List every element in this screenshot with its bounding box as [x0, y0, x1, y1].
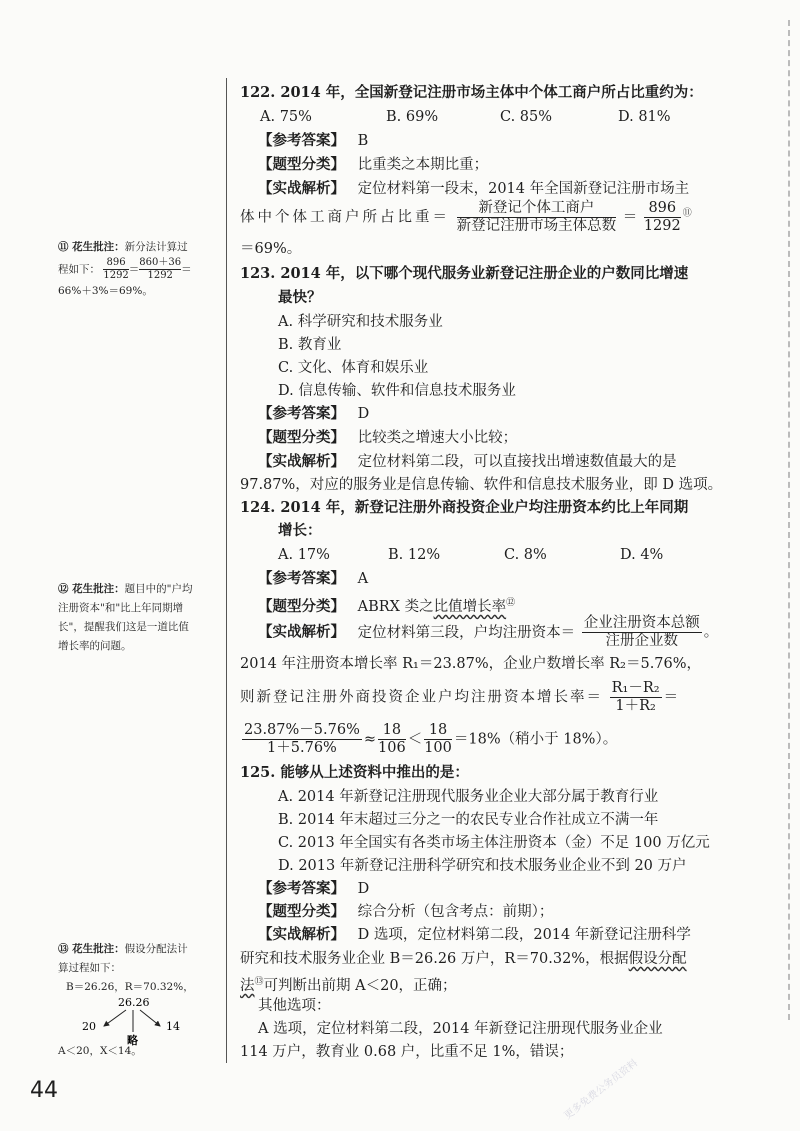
- q123-analysis-2: 97.87%，对应的服务业是信息传输、软件和信息技术服务业，即 D 选项。: [240, 477, 723, 493]
- q124-line-3-text: 则新登记注册外商投资企业户均注册资本增长率＝: [240, 689, 603, 706]
- fraction-denominator: 注册企业数: [605, 633, 678, 649]
- note-text: 66%＋3%＝69%。: [58, 285, 153, 297]
- q124-type-row: [258, 593, 515, 617]
- fraction-numerator: R₁－R₂: [611, 680, 660, 696]
- q124-option-a: A. 17%: [278, 547, 330, 563]
- q125-analysis-row: [258, 925, 691, 945]
- q122-stem: 122. 2014 年，全国新登记注册市场主体中个体工商户所占比重约为：: [240, 84, 703, 101]
- diagram-right: 14: [166, 1020, 180, 1033]
- note-text: 假设分配法计: [124, 943, 188, 955]
- q124-option-b: B. 12%: [388, 547, 441, 563]
- analysis-label: 【实战解析】: [258, 180, 345, 197]
- q123-type: 比较类之增速大小比较；: [357, 430, 518, 446]
- watermark: 更多免费公务员资料: [562, 1057, 641, 1122]
- q123-option-d: D. 信息传输、软件和信息技术服务业: [278, 383, 516, 399]
- page-number: 44: [30, 1078, 58, 1103]
- q122-type: 比重类之本期比重；: [357, 157, 489, 173]
- q124-frac-2: [378, 722, 406, 757]
- equals-sign: ＝: [622, 209, 638, 226]
- fraction-denominator: 1＋5.76%: [267, 740, 337, 756]
- answer-label: 【参考答案】: [258, 880, 345, 897]
- note-text: 程如下：: [58, 263, 100, 276]
- diagram-mid: 略: [127, 1034, 138, 1046]
- type-label: 【题型分类】: [258, 903, 345, 920]
- q125-analysis-2: [240, 949, 687, 969]
- q122-result: ＝69%。: [240, 241, 302, 257]
- q125-option-a: A. 2014 年新登记注册现代服务业企业大部分属于教育行业: [278, 789, 659, 805]
- q124-answer-row: [258, 569, 368, 589]
- q124-frac-3: [424, 722, 452, 757]
- fraction-numerator: 896: [103, 257, 128, 270]
- q123-stem-1: 123. 2014 年，以下哪个现代服务业新登记注册企业的户数同比增速: [240, 265, 689, 282]
- note-text: 算过程如下：: [58, 962, 121, 974]
- q122-formula: [240, 200, 692, 235]
- q124-answer: A: [357, 571, 369, 587]
- fraction-denominator: 106: [378, 740, 406, 756]
- note-text: 长"，提醒我们这是一道比值: [58, 621, 189, 633]
- q125-analysis-3: [240, 972, 457, 996]
- q123-answer: D: [357, 406, 370, 422]
- q122-option-d: D. 81%: [618, 109, 671, 125]
- q125-option-c: C. 2013 年全国实有各类市场主体注册资本（金）不足 100 万亿元: [278, 835, 710, 851]
- note-head: ⑬ 花生批注：: [58, 943, 125, 955]
- q125-analysis-3-text: 可判断出前期 A＜20，正确；: [263, 977, 457, 994]
- q125-wavy-term-end: 法: [240, 977, 255, 994]
- q124-line-3: [240, 680, 678, 715]
- period: 。: [703, 624, 719, 641]
- q124-frac-1: [242, 722, 362, 757]
- note-text: B＝26.26，R＝70.32%，: [66, 981, 194, 993]
- side-note-13: [58, 940, 218, 997]
- fraction-denominator: 1292: [643, 218, 681, 234]
- q125-analysis-4: A 选项，定位材料第二段，2014 年新登记注册现代服务业企业: [258, 1021, 663, 1037]
- q125-other: 其他选项：: [258, 998, 331, 1014]
- q122-fraction: [457, 200, 617, 235]
- q123-option-a: A. 科学研究和技术服务业: [278, 314, 443, 330]
- q124-option-c: C. 8%: [504, 547, 547, 563]
- fraction-numerator: 18: [424, 722, 452, 740]
- fraction-denominator: 1292: [103, 270, 129, 281]
- q122-analysis-1: 定位材料第一段末，2014 年全国新登记注册市场主: [357, 181, 690, 197]
- type-label: 【题型分类】: [258, 597, 345, 615]
- q123-analysis-row: [258, 452, 677, 472]
- q125-analysis-2-text: 研究和技术服务业企业 B＝26.26 万户，R＝70.32%，根据: [240, 951, 629, 967]
- allocation-diagram: [70, 996, 200, 1046]
- binding-edge: [786, 20, 790, 1020]
- answer-label: 【参考答案】: [258, 570, 345, 587]
- q125-analysis-1: D 选项，定位材料第二段，2014 年新登记注册科学: [357, 927, 691, 943]
- note-head: ⑫ 花生批注：: [58, 583, 125, 595]
- q122-answer: B: [357, 133, 369, 149]
- note-text: 增长率的问题。: [58, 640, 132, 652]
- arrow-left: [104, 1010, 126, 1026]
- q124-analysis-row: [258, 615, 718, 650]
- q124-option-d: D. 4%: [620, 547, 664, 563]
- q122-fraction-value: [644, 200, 681, 235]
- q125-wavy-term: 假设分配: [628, 951, 687, 967]
- side-note-13-result: A＜20，X＜14。: [58, 1045, 142, 1057]
- q124-analysis-prefix: 定位材料第三段，户均注册资本＝: [357, 624, 576, 641]
- q122-option-b: B. 69%: [386, 109, 439, 125]
- side-note-11: [58, 238, 192, 301]
- side-note-12: [58, 580, 193, 656]
- analysis-label: 【实战解析】: [258, 453, 345, 470]
- type-label: 【题型分类】: [258, 429, 345, 446]
- q122-answer-row: [258, 131, 368, 151]
- q124-type-wavy: 比值增长率: [433, 598, 507, 615]
- fraction-numerator: 860＋36: [139, 257, 182, 268]
- fraction-denominator: 1292: [147, 270, 173, 281]
- q125-option-d: D. 2013 年新登记注册科学研究和技术服务业企业不到 20 万户: [278, 858, 687, 874]
- diagram-left: 20: [82, 1020, 96, 1033]
- q125-answer: D: [357, 881, 370, 897]
- q125-type-row: [258, 902, 553, 922]
- q122-option-a: A. 75%: [260, 109, 312, 125]
- analysis-label: 【实战解析】: [258, 623, 345, 641]
- q122-analysis-2: 体中个体工商户所占比重＝: [240, 209, 450, 226]
- fraction-numerator: 新登记个体工商户: [457, 200, 617, 218]
- q123-option-c: C. 文化、体育和娱乐业: [278, 360, 429, 376]
- note-fraction: [139, 257, 181, 282]
- footnote-mark: ⑬: [254, 977, 264, 987]
- q122-type-row: [258, 155, 488, 175]
- q122-option-c: C. 85%: [500, 109, 553, 125]
- equals-sign: ＝: [663, 689, 679, 706]
- q125-answer-row: [258, 879, 369, 899]
- fraction-numerator: 18: [378, 722, 406, 740]
- q123-stem-2: 最快？: [278, 289, 322, 306]
- q123-option-b: B. 教育业: [278, 337, 342, 353]
- margin-divider: [226, 78, 227, 1063]
- fraction-numerator: 896: [644, 200, 681, 218]
- q124-stem-1: 124. 2014 年，新登记注册外商投资企业户均注册资本约比上年同期: [240, 499, 689, 516]
- note-head: ⑪ 花生批注：: [58, 241, 125, 253]
- answer-label: 【参考答案】: [258, 132, 345, 149]
- note-text: 注册资本"和"比上年同期增: [58, 602, 184, 614]
- q125-type: 综合分析（包含考点：前期）；: [357, 904, 554, 920]
- footnote-mark: ⑫: [506, 598, 516, 608]
- q125-stem: 125. 能够从上述资料中推出的是：: [240, 764, 469, 781]
- q124-tail: ＝18%（稍小于 18%）。: [453, 731, 618, 748]
- q124-type-prefix: ABRX 类之: [357, 598, 434, 615]
- equals-sign: ＝: [128, 263, 140, 276]
- note-text: 新分法计算过: [124, 241, 188, 253]
- q124-r-fraction: [610, 680, 662, 715]
- note-fraction: [103, 257, 128, 282]
- q124-line-4: [240, 722, 617, 757]
- note-text: 题目中的"户均: [124, 583, 193, 595]
- diagram-top: 26.26: [118, 996, 150, 1009]
- fraction-denominator: 100: [424, 740, 452, 756]
- q124-fraction: [582, 615, 702, 650]
- q124-line-2: 2014 年注册资本增长率 R₁＝23.87%，企业户数增长率 R₂＝5.76%，: [240, 656, 702, 672]
- q122-analysis-row: [258, 179, 689, 199]
- fraction-numerator: 23.87%－5.76%: [244, 722, 360, 738]
- fraction-denominator: 1＋R₂: [615, 698, 656, 714]
- less-than-sign: ＜: [407, 731, 423, 748]
- q125-option-b: B. 2014 年末超过三分之一的农民专业合作社成立不满一年: [278, 812, 659, 828]
- fraction-denominator: 新登记注册市场主体总数: [456, 218, 617, 234]
- q123-analysis-1: 定位材料第二段，可以直接找出增速数值最大的是: [357, 454, 677, 470]
- q125-analysis-5: 114 万户，教育业 0.68 户，比重不足 1%，错误；: [240, 1044, 574, 1060]
- q124-stem-2: 增长：: [278, 522, 322, 539]
- q123-answer-row: [258, 404, 369, 424]
- answer-label: 【参考答案】: [258, 405, 345, 422]
- arrow-right: [140, 1010, 160, 1026]
- footnote-mark: ⑪: [682, 208, 692, 219]
- analysis-label: 【实战解析】: [258, 926, 345, 943]
- q123-type-row: [258, 428, 517, 448]
- fraction-numerator: 企业注册资本总额: [583, 615, 700, 631]
- equals-sign: ＝: [181, 263, 192, 276]
- approx-sign: ≈: [363, 731, 377, 748]
- type-label: 【题型分类】: [258, 156, 345, 173]
